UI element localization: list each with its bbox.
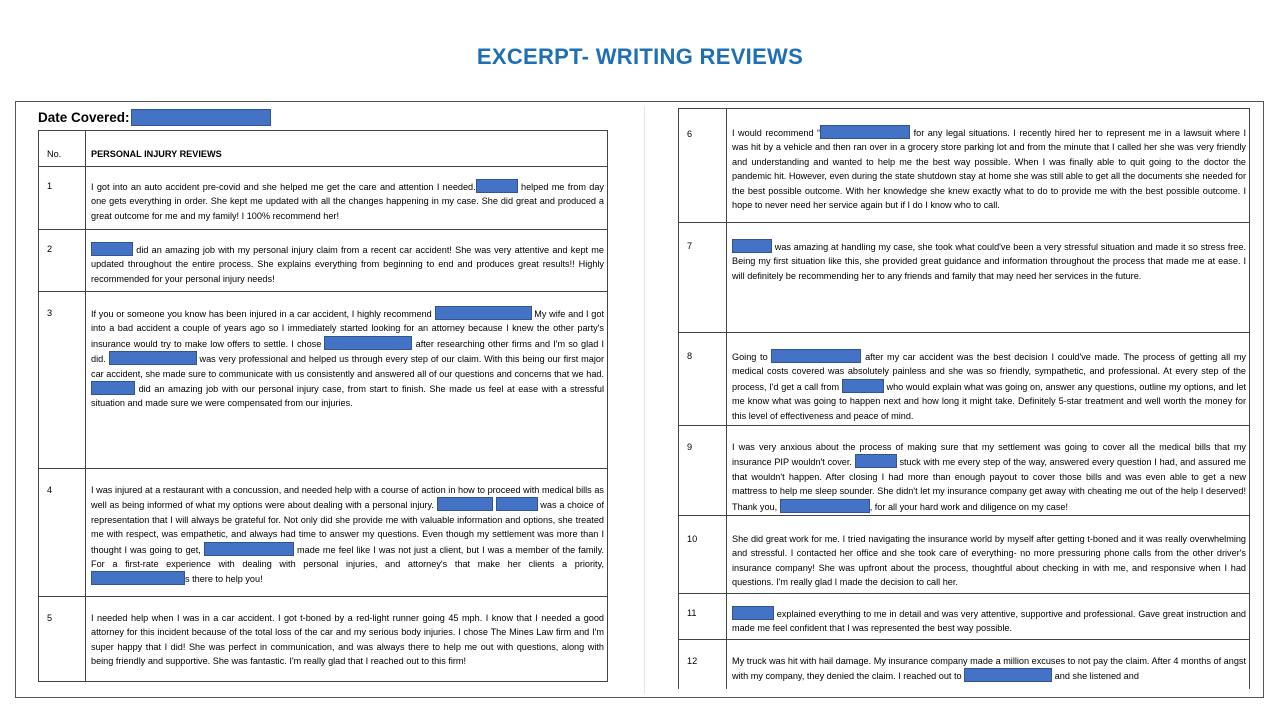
review-number: 5 <box>39 597 86 682</box>
review-number: 11 <box>679 594 727 640</box>
review-text: I got into an auto accident pre-covid and she helped me get the care and attention I needed. helped me from day one gets everything in order. She kept me updated with all the changes happening in my case. She did great and produced a great outcome for me and my family! I 100% recommend her! <box>86 167 608 230</box>
review-number: 4 <box>39 469 86 597</box>
review-text: explained everything to me in detail and was very attentive, supportive and professional. Gave great instruction and made me feel confident that I was represented the best way possible. <box>727 594 1250 640</box>
review-number: 10 <box>679 516 727 594</box>
reviews-table-right <box>678 108 1250 689</box>
review-number: 8 <box>679 333 727 426</box>
review-text: She did great work for me. I tried navigating the insurance world by myself after getting t-boned and it was really overwhelming and stressful. I contacted her office and she took care of everything- no more pressuring phone calls from the other driver's insurance company! She was upfront about the process, thoughtful about checking in with me, and responsive when I had questions. I'm really glad I made the decision to call her. <box>727 516 1250 594</box>
review-row <box>679 109 1250 223</box>
redaction-box <box>842 379 884 393</box>
review-number: 2 <box>39 230 86 292</box>
review-row <box>679 333 1250 426</box>
review-number: 1 <box>39 167 86 230</box>
review-row <box>679 426 1250 516</box>
review-row <box>679 516 1250 594</box>
review-text: I was injured at a restaurant with a concussion, and needed help with a course of action in how to proceed with medical bills as well as being informed of what my options were about dealing with a personal injury. was a choice of representation that I will always be grateful for. Not only did she provide me with valuable information and options, she treated me with respect, was empathetic, and always had time to answer my questions. Even though my settlement was more than I thought I was going to get, made me feel like I was not just a client, but I was a member of the family. For a first-rate experience with dealing with personal injuries, and attorney's that make her clients a priority, s there to help you! <box>86 469 608 597</box>
review-row <box>679 640 1250 690</box>
review-number: 3 <box>39 292 86 469</box>
review-number: 9 <box>679 426 727 516</box>
review-row <box>679 223 1250 333</box>
review-text: did an amazing job with my personal injury claim from a recent car accident! She was very attentive and kept me updated throughout the entire process. She explains everything from beginning to end and produces great results!! Highly recommended for your personal injury needs! <box>86 230 608 292</box>
redaction-box <box>771 349 861 363</box>
redaction-box <box>732 239 772 253</box>
page-title: EXCERPT- WRITING REVIEWS <box>476 44 804 69</box>
header-reviews: PERSONAL INJURY REVIEWS <box>86 131 608 167</box>
review-text: If you or someone you know has been injured in a car accident, I highly recommend My wife and I got into a bad accident a couple of years ago so I immediately started looking for an attorney because I knew the other party's insurance would try to make low offers to settle. I chose after researching other firms and I'm so glad I did. was very professional and helped us through every step of our claim. With this being our first major car accident, she made sure to communicate with us consistently and answered all of our questions and concerns that we had. did an amazing job with our personal injury case, from start to finish. She made us feel at ease with a stressful situation and made sure we were compensated from our injuries. <box>86 292 608 469</box>
redaction-box <box>732 606 774 620</box>
review-number: 7 <box>679 223 727 333</box>
date-covered-label: Date Covered: <box>38 110 130 125</box>
review-text: I was very anxious about the process of making sure that my settlement was going to cover all the medical bills that my insurance PIP wouldn't cover. stuck with me every step of the way, answered every question I had, and assured me that wouldn't happen. After closing I had more than enough payout to cover those bills and was even able to get a new mattress to help me sleep sounder. She didn't let my insurance company get away with cheating me out of the help I deserved! Thank you, , for all your hard work and diligence on my case! <box>727 426 1250 516</box>
review-number: 12 <box>679 640 727 690</box>
redaction-box <box>855 454 897 468</box>
review-text: I needed help when I was in a car accident. I got t-boned by a red-light runner going 45 mph. I know that I needed a good attorney for this incident because of the total loss of the car and my serious body injuries. I chose The Mines Law firm and I'm super happy that I did! She was perfect in communication, and was always there to help me out with questions, along with being friendly and supportive. She was fantastic. I'm really glad that I reached out to this firm! <box>86 597 608 682</box>
header-no: No. <box>39 131 86 167</box>
review-text: I would recommend “ for any legal situations. I recently hired her to represent me in a lawsuit where I was hit by a vehicle and then ran over in a grocery store parking lot and from the minute that I called her she was very friendly and understanding and wanted to help me the best way possible. When I was finally able to quit going to the doctor the pandemic hit. However, even during the state shutdown stay at home she was still able to get all the documents she needed for the best possible outcome. With her knowledge she knew exactly what to do to provide me with the best possible outcome. I hope to never need her service again but if I do I know who to call. <box>727 109 1250 223</box>
review-text: My truck was hit with hail damage. My insurance company made a million excuses to not pay the claim. After 4 months of angst with my company, they denied the claim. I reached out to and she listened and <box>727 640 1250 690</box>
review-text: Going to after my car accident was the best decision I could've made. The process of getting all my medical costs covered was absolutely painless and she was so friendly, sympathetic, and professional. At every step of the process, I'd get a call from who would explain what was going on, answer any questions, outline my options, and let me know what was going to happen next and how long it might take. Definitely 5-star treatment and well worth the money for this level of effectiveness and peace of mind. <box>727 333 1250 426</box>
review-text: was amazing at handling my case, she took what could've been a very stressful situation and made it so stress free. Being my first situation like this, she provided great guidance and information throughout the process that made me at ease. I will definitely be recommending her to any friends and family that may need her services in the future. <box>727 223 1250 333</box>
review-row <box>679 594 1250 640</box>
redaction-box <box>780 499 870 513</box>
redaction-box <box>964 668 1052 682</box>
review-number: 6 <box>679 109 727 223</box>
redaction-box <box>820 125 910 139</box>
